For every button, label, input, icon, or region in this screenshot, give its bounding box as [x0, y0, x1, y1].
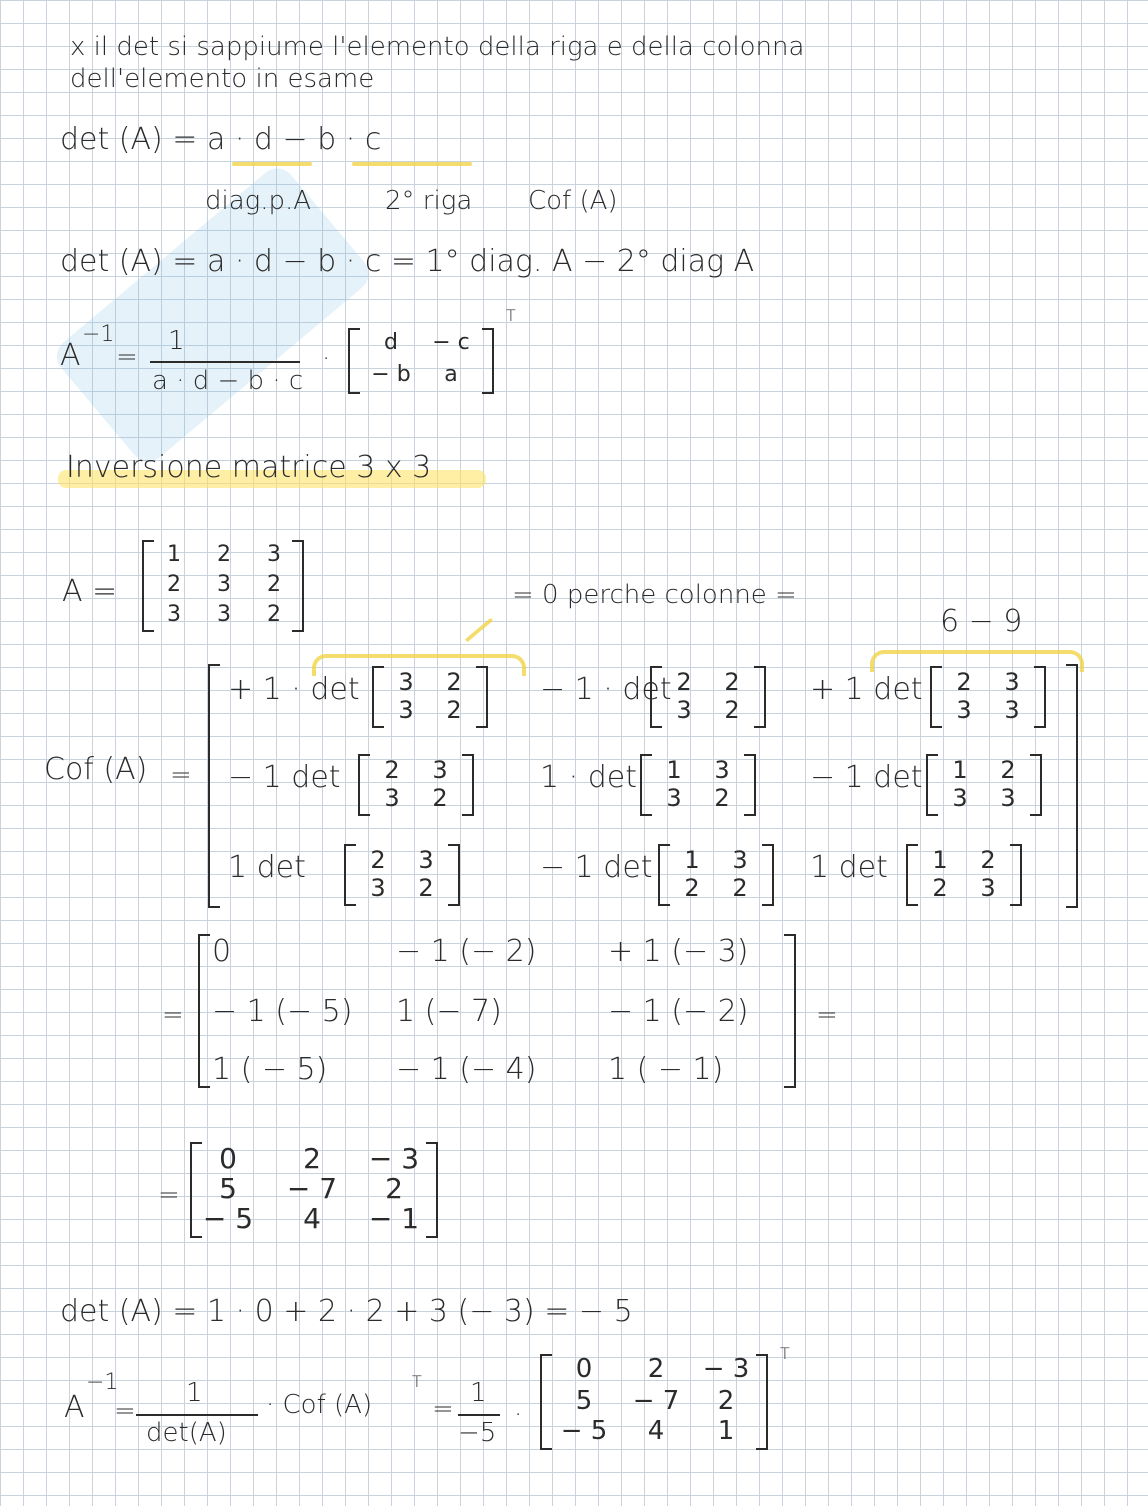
cof-eval-cell: + 1 (− 3): [608, 934, 749, 969]
inv3-dot: ·: [514, 1400, 523, 1430]
intro-line-1: x il det si sappiume l'elemento della riga e della colonna: [70, 32, 805, 62]
matrix-cell: − 5: [560, 1416, 608, 1446]
matrix-cell: 2: [446, 668, 462, 696]
matrix-cell: 2: [1000, 756, 1016, 784]
cof-entry-matrix: [372, 666, 488, 728]
matrixA-note: = 0 perche colonne =: [512, 580, 797, 610]
matrix-cell: 3: [956, 696, 972, 724]
matrix-cell: 3: [370, 874, 386, 902]
matrix-cell: 3: [676, 696, 692, 724]
matrix-cell: 3: [217, 572, 231, 597]
matrix-cell: 2: [385, 1172, 403, 1205]
det2-label-cof: Cof (A): [528, 186, 618, 216]
matrix-cell: 2: [370, 846, 386, 874]
matrix-cell: 3: [732, 846, 748, 874]
matrix-cell: 3: [1004, 696, 1020, 724]
matrix-cell: 3: [980, 874, 996, 902]
matrix-cell: 2: [647, 1354, 665, 1384]
matrixA: [142, 540, 304, 632]
inv2-dot: ·: [322, 344, 331, 374]
highlight-diag: [232, 162, 312, 166]
cof-eval-eq-after: =: [816, 1000, 838, 1030]
matrix-cell: 5: [219, 1172, 237, 1205]
inv3-mid-exp: T: [412, 1372, 422, 1391]
matrix-cell: 2: [717, 1386, 735, 1416]
cof-eval-cell: − 1 (− 4): [396, 1052, 537, 1087]
cof-eval-bracket-left: [198, 934, 210, 1088]
inv2-matrix: [348, 328, 494, 394]
matrix-cell: − c: [432, 330, 470, 355]
cof-entry-matrix: [906, 844, 1022, 906]
matrix-cell: 2: [384, 756, 400, 784]
matrix-cell: 1: [167, 542, 181, 567]
cof-entry-matrix: [358, 754, 474, 816]
inv3-eq2: =: [432, 1394, 454, 1424]
det2-label-diag: diag.p.A: [205, 186, 312, 216]
inv3-eq: =: [114, 1396, 136, 1426]
cof-entry-prefix: 1 det: [810, 850, 888, 885]
matrixA-label: A =: [62, 574, 118, 609]
inv3-den2: −5: [458, 1418, 497, 1448]
cof-entry-prefix: − 1 det: [810, 760, 923, 795]
inv2-fraction-line: [150, 361, 300, 363]
matrix-cell: 2: [676, 668, 692, 696]
det2-label-riga: 2° riga: [385, 186, 473, 216]
inv2-transpose: T: [506, 306, 516, 325]
cof-bracket-right: [1066, 664, 1078, 908]
matrix-cell: 2: [956, 668, 972, 696]
matrix-cell: 0: [219, 1142, 237, 1175]
matrix-cell: 2: [432, 784, 448, 812]
highlight-arc: [465, 618, 494, 643]
matrix-cell: 2: [714, 784, 730, 812]
matrix-cell: 3: [398, 668, 414, 696]
cof-eval-cell: 1 ( − 1): [608, 1052, 724, 1087]
cof-eval-cell: − 1 (− 5): [212, 994, 353, 1029]
inv2-numerator: 1: [168, 326, 185, 356]
cof-eval-cell: 1 ( − 5): [212, 1052, 328, 1087]
matrix-cell: 1: [684, 846, 700, 874]
matrix-cell: 3: [217, 602, 231, 627]
matrix-cell: − 7: [286, 1172, 338, 1205]
matrix-cell: 2: [932, 874, 948, 902]
matrix-cell: 2: [267, 572, 281, 597]
matrix-cell: − 1: [368, 1202, 420, 1235]
cof-eval-cell: 1 (− 7): [396, 994, 502, 1029]
matrix-cell: 2: [167, 572, 181, 597]
cof-result-eq: =: [158, 1180, 180, 1210]
cof-entry-matrix: [650, 666, 766, 728]
matrix-cell: 2: [684, 874, 700, 902]
matrix-cell: 3: [952, 784, 968, 812]
cof-entry-prefix: + 1 det: [810, 672, 923, 707]
matrix-cell: 3: [666, 784, 682, 812]
inv2-lhs: A: [60, 338, 81, 373]
inv2-eq: =: [116, 342, 138, 372]
cof-entry-prefix: − 1 · det: [540, 672, 672, 707]
matrix-cell: 4: [303, 1202, 321, 1235]
matrix-cell: − b: [371, 362, 411, 387]
matrix-cell: 1: [952, 756, 968, 784]
inv3-matrix: [540, 1354, 768, 1450]
matrix-cell: 3: [432, 756, 448, 784]
matrix-cell: 3: [418, 846, 434, 874]
matrix-cell: 1: [717, 1416, 735, 1446]
matrix-cell: 3: [267, 542, 281, 567]
matrixA-note-2: 6 − 9: [940, 604, 1023, 639]
inv3-denominator: det(A): [146, 1418, 227, 1448]
det3-formula: det (A) = 1 · 0 + 2 · 2 + 3 (− 3) = − 5: [60, 1294, 633, 1329]
cof-bracket-left: [208, 664, 220, 908]
inv3-num2: 1: [470, 1378, 487, 1408]
section-title: Inversione matrice 3 x 3: [66, 450, 432, 485]
cof-entry-prefix: − 1 det: [228, 760, 341, 795]
inv3-transpose: T: [780, 1344, 790, 1363]
matrix-cell: 4: [647, 1416, 665, 1446]
inv3-fraction-line-2: [458, 1414, 500, 1416]
cof-result-matrix: [190, 1142, 438, 1238]
inv3-mid: · Cof (A): [266, 1390, 373, 1420]
cof-eval-eq: =: [162, 1000, 184, 1030]
inv3-lhs-exp: −1: [86, 1370, 119, 1395]
cof-eq: =: [170, 760, 192, 790]
matrix-cell: − 5: [202, 1202, 254, 1235]
matrix-cell: − 3: [702, 1354, 750, 1384]
cof-label: Cof (A): [44, 752, 148, 787]
cof-eval-cell: − 1 (− 2): [396, 934, 537, 969]
matrix-cell: 1: [666, 756, 682, 784]
matrix-cell: 2: [724, 668, 740, 696]
matrix-cell: 3: [398, 696, 414, 724]
inv3-fraction-line: [136, 1414, 258, 1416]
matrix-cell: a: [444, 362, 458, 387]
inv3-lhs: A: [64, 1390, 85, 1425]
matrix-cell: 2: [418, 874, 434, 902]
highlight-riga: [352, 162, 472, 166]
cof-eval-cell: − 1 (− 2): [608, 994, 749, 1029]
cof-eval-cell: 0: [212, 934, 232, 969]
matrix-cell: 3: [1004, 668, 1020, 696]
matrix-cell: 0: [575, 1354, 593, 1384]
det2-formula-2: det (A) = a · d − b · c = 1° diag. A − 2° diag A: [60, 244, 755, 279]
matrix-cell: 5: [575, 1386, 593, 1416]
cof-entry-prefix: 1 · det: [540, 760, 637, 795]
cof-entry-matrix: [926, 754, 1042, 816]
cof-entry-matrix: [930, 666, 1046, 728]
inv2-denominator: a · d − b · c: [152, 366, 304, 396]
matrix-cell: 2: [980, 846, 996, 874]
matrix-cell: 3: [384, 784, 400, 812]
det2-formula: det (A) = a · d − b · c: [60, 122, 382, 157]
matrix-cell: 3: [167, 602, 181, 627]
cof-eval-bracket-right: [784, 934, 796, 1088]
matrix-cell: 2: [217, 542, 231, 567]
cof-entry-matrix: [658, 844, 774, 906]
matrix-cell: 2: [446, 696, 462, 724]
inv2-lhs-exp: −1: [82, 322, 115, 347]
inv3-numerator: 1: [186, 1378, 203, 1408]
matrix-cell: − 3: [368, 1142, 420, 1175]
matrix-cell: 2: [303, 1142, 321, 1175]
matrix-cell: 3: [714, 756, 730, 784]
matrix-cell: d: [384, 330, 398, 355]
matrix-cell: 2: [724, 696, 740, 724]
cof-entry-matrix: [344, 844, 460, 906]
cof-entry-prefix: + 1 · det: [228, 672, 360, 707]
cof-entry-matrix: [640, 754, 756, 816]
matrix-cell: 2: [267, 602, 281, 627]
matrix-cell: 1: [932, 846, 948, 874]
cof-entry-prefix: − 1 det: [540, 850, 653, 885]
intro-line-2: dell'elemento in esame: [70, 64, 375, 94]
matrix-cell: 3: [1000, 784, 1016, 812]
cof-entry-prefix: 1 det: [228, 850, 306, 885]
matrix-cell: 2: [732, 874, 748, 902]
matrix-cell: − 7: [632, 1386, 680, 1416]
